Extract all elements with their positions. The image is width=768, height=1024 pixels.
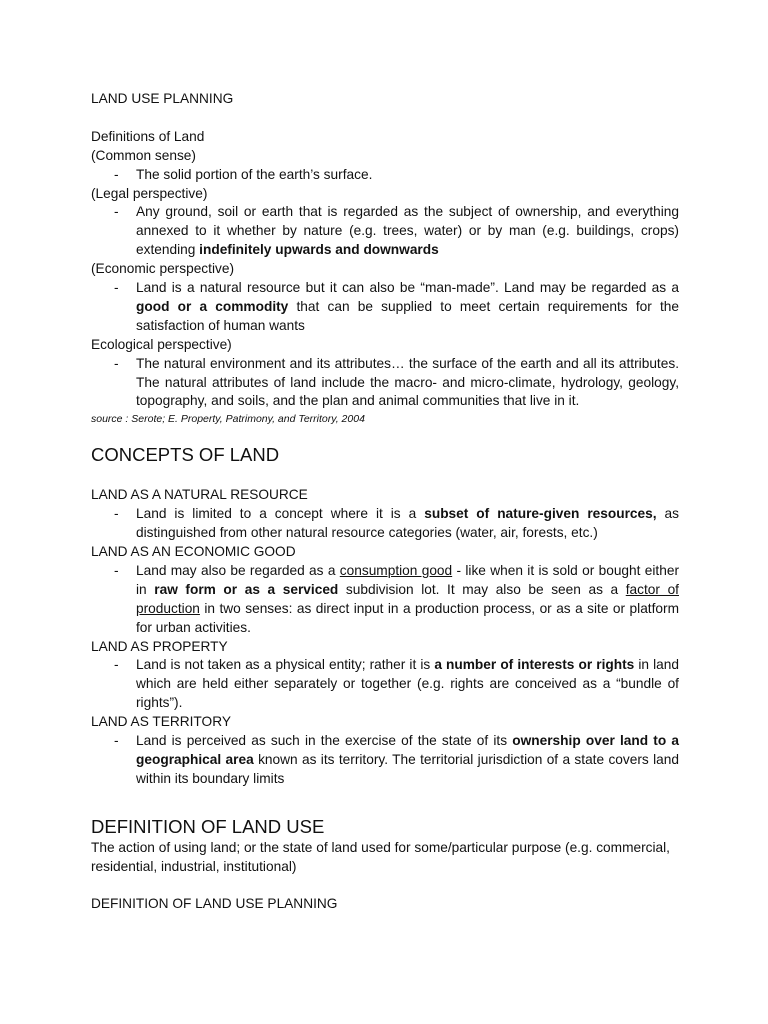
common-sense-label: (Common sense): [91, 147, 196, 163]
territory-label: LAND AS TERRITORY: [91, 714, 231, 730]
economic-good-label: LAND AS AN ECONOMIC GOOD: [91, 544, 296, 559]
list-item: - Land may also be regarded as a consumption good - like when it is sold or bought either in raw form or as a serviced subdivision lot. It may also be seen as a factor of production in two senses: as direct input in a production process, or as a site or platform for urban activities.: [136, 562, 679, 638]
list-item: - Any ground, soil or earth that is regarded as the subject of ownership, and everything annexed to it whether by nature (e.g. trees, water) or by man (e.g. buildings, crops) extending indefinitely upwards and downwards: [136, 203, 679, 260]
land-use-heading: DEFINITION OF LAND USE: [91, 815, 325, 837]
ecological-label: Ecological perspective): [91, 336, 232, 352]
ecological-list: [91, 355, 679, 412]
definitions-heading: Definitions of Land: [91, 128, 205, 144]
property-label: LAND AS PROPERTY: [91, 638, 228, 654]
land-use-planning-heading: DEFINITION OF LAND USE PLANNING: [91, 896, 338, 912]
common-sense-list: [91, 166, 679, 185]
land-use-definition: The action of using land; or the state of land used for some/particular purpose (e.g. commercial, residential, industrial, institutional): [91, 839, 670, 874]
document-title: LAND USE PLANNING: [91, 91, 234, 106]
natural-resource-label: LAND AS A NATURAL RESOURCE: [91, 487, 308, 503]
territory-list: [91, 732, 679, 789]
list-item: - The natural environment and its attributes… the surface of the earth and all its attributes. The natural attributes of land include the macro- and micro-climate, hydrology, geology, topography, and soils, and the plan and animal communities that live in it.: [136, 355, 679, 412]
list-item: - Land is not taken as a physical entity; rather it is a number of interests or rights in land which are held either separately or together (e.g. rights are conceived as a “bundle of rights”).: [136, 656, 679, 713]
natural-resource-list: [91, 505, 679, 543]
document-page: [91, 90, 679, 914]
legal-label: (Legal perspective): [91, 185, 208, 201]
economic-good-list: [91, 562, 679, 638]
economic-list: [91, 279, 679, 336]
property-list: [91, 656, 679, 713]
legal-list: [91, 203, 679, 260]
concepts-heading: CONCEPTS OF LAND: [91, 444, 280, 466]
source-citation: source : Serote; E. Property, Patrimony, and Territory, 2004: [91, 413, 365, 426]
economic-label: (Economic perspective): [91, 261, 235, 277]
list-item: - Land is a natural resource but it can also be “man-made”. Land may be regarded as a good or a commodity that can be supplied to meet certain requirements for the satisfaction of human wants: [136, 279, 679, 336]
list-item: - The solid portion of the earth’s surface.: [136, 166, 679, 185]
list-item: - Land is limited to a concept where it is a subset of nature-given resources, as distinguished from other natural resource categories (water, air, forests, etc.): [136, 505, 679, 543]
list-item: - Land is perceived as such in the exercise of the state of its ownership over land to a geographical area known as its territory. The territorial jurisdiction of a state covers land within its boundary limits: [136, 732, 679, 789]
